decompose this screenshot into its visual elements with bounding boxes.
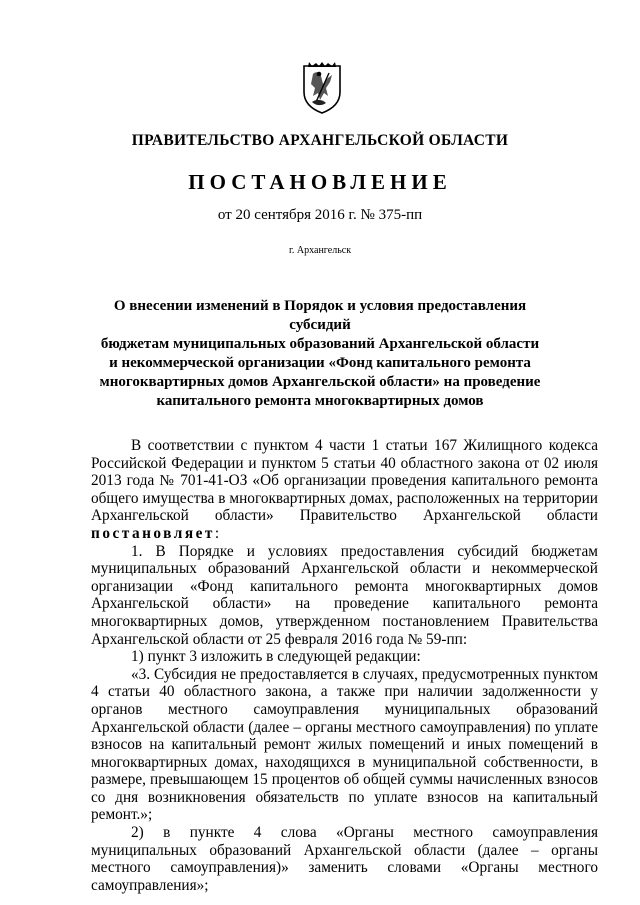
clause-3-text: «3. Субсидия не предоставляется в случаях, предусмотренных пунктом 4 статьи 40 областного закона, а также при наличии задолженности у органов местного самоуправления муниципальных образований Архангельской области (далее – органы местного самоуправления) по уплате взносов на капитальный ремонт жилых помещений и иных помещений в многоквартирных домах, находящихся в муниципальной собственности, в размере, превышающем 15 процентов об общей суммы начисленных взносов со дня возникновения обязательств по уплате взносов на капитальный ремонт.»; [91, 665, 598, 824]
coat-of-arms-icon [302, 62, 342, 114]
clause-1: 1. В Порядке и условиях предоставления субсидий бюджетам муниципальных образований Архангельской области и некоммерческой организации «Фонд капитального ремонта многоквартирных домов Архангельской области» на проведение капитального ремонта многоквартирных домов, утвержденном постановлением Правительства Архангельской области от 25 февраля 2016 года № 59-пп: [91, 542, 598, 648]
clause-1-item-2: 2) в пункте 4 слова «Органы местного самоуправления муниципальных образований Архангельской области (далее – органы местного самоуправления)» заменить словами «Органы местного самоуправления»; [91, 824, 598, 894]
heading-line: многоквартирных домов Архангельской области» на проведение [99, 374, 541, 390]
heading-line: капитального ремонта многоквартирных домов [156, 393, 484, 409]
heading-line: и некоммерческой организации «Фонд капитального ремонта [109, 355, 531, 371]
document-type: ПОСТАНОВЛЕНИЕ [188, 170, 452, 194]
clause-1-item-1: 1) пункт 3 изложить в следующей редакции: [131, 648, 421, 666]
intro-paragraph [91, 437, 598, 543]
heading-line: О внесении изменений в Порядок и условия предоставления субсидий [113, 298, 527, 333]
intro-end: : [214, 524, 220, 542]
heading-line: бюджетам муниципальных образований Архангельской области [100, 336, 540, 352]
government-name: ПРАВИТЕЛЬСТВО АРХАНГЕЛЬСКОЙ ОБЛАСТИ [131, 132, 509, 149]
document-body [91, 437, 598, 894]
document-place: г. Архангельск [288, 245, 352, 256]
document-date-number: от 20 сентября 2016 г. № 375-пп [217, 207, 423, 223]
document-heading [92, 297, 548, 411]
intro-text: В соответствии с пунктом 4 части 1 статьи 167 Жилищного кодекса Российской Федерации и пунктом 5 статьи 40 областного закона от 02 июля 2013 года № 701-41-ОЗ «Об организации проведения капитального ремонта общего имущества в многоквартирных домах, расположенных на территории Архангельской области» Правительство Архангельской области [91, 437, 598, 525]
resolution-word: постановляет [91, 524, 215, 542]
